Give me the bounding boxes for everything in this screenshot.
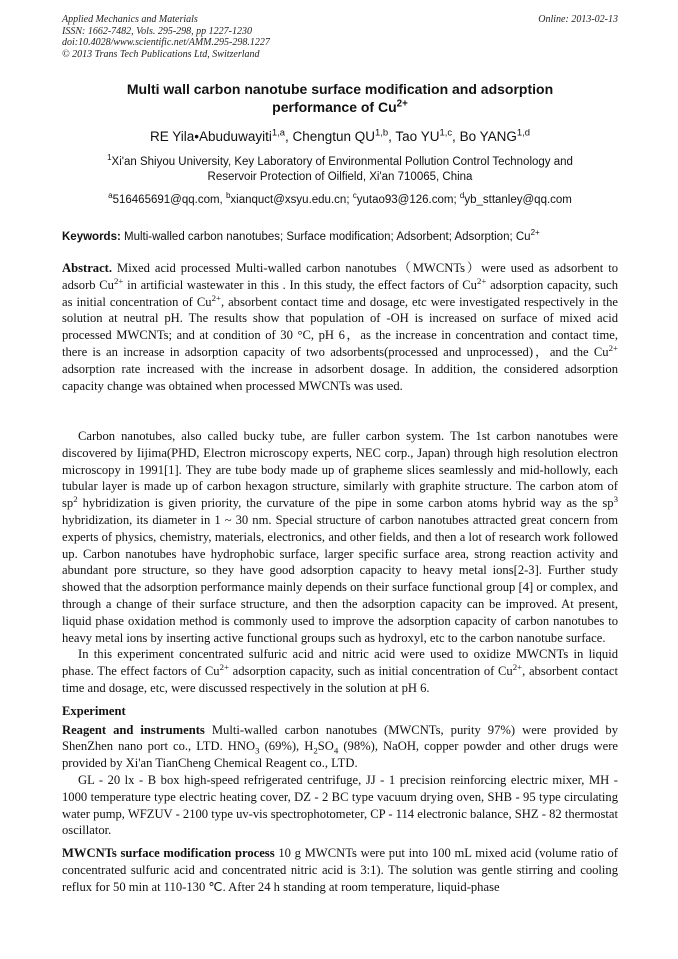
abstract: Abstract. Mixed acid processed Multi-walled carbon nanotubes（MWCNTs）were used as adsorbent to adsorb $Cu^{2+}$ in artificial wastewater in this . In this study, the effect factors of $Cu^{2+}$ adsorption capacity, such as initial concentration of $Cu^{2+}$, absorbent contact time and dosage, etc were investigated respectively in the solution at neutral pH. The results show that population of -OH is increased on surface of mixed acid processed MWCNTs; and at condition of 30 °C, pH 6，as the increase in concentration and contact time, there is an increase in adsorption capacity of two adsorbents(processed and unprocessed)，and the $Cu^{2+}$ adsorption rate increased with the increase in adsorbent dosage. In addition, the considered adsorption capacity change was obtained when processed MWCNTs was used. xyxy=(62,261,619,393)
journal-header xyxy=(62,14,618,60)
email-b[interactable]: $^b$xianquct@xsyu.edu.cn xyxy=(225,191,347,206)
keywords: Keywords: Multi-walled carbon nanotubes; Surface modification; Adsorbent; Adsorption; $Cu^{2+}$ xyxy=(62,228,540,243)
copyright-line: © 2013 Trans Tech Publications Ltd, Switzerland xyxy=(62,48,260,60)
author-1: RE Yila•Abuduwayiti$^{1,a}$ xyxy=(150,127,285,144)
email-a[interactable]: $^a$516465691@qq.com xyxy=(108,191,220,206)
modification-paragraph: MWCNTs surface modification process 10 g MWCNTs were put into 100 mL mixed acid (volume ratio of concentrated sulfuric acid and concentrated nitric acid is 3:1). The solution was gentle stirring and cooling reflux for 50 min at 110-130 ℃. After 24 h standing at room temperature, liquid-phase xyxy=(62,846,619,894)
keywords-text: Multi-walled carbon nanotubes; Surface modification; Adsorbent; Adsorption; Cu xyxy=(124,231,531,243)
body-text xyxy=(62,428,618,896)
experiment-overview-paragraph: In this experiment concentrated sulfuric acid and nitric acid were used to oxidize MWCNTs in liquid phase. The effect factors of $Cu^{2+}$ adsorption capacity, such as initial concentration of $Cu^{2+}$, absorbent contact time and dosage, etc, were discussed respectively in the solution at pH 6. xyxy=(62,647,618,695)
intro-paragraph: Carbon nanotubes, also called bucky tube, are fuller carbon system. The 1st carbon nanotubes were discovered by Iijima(PHD, Electron microscopy experts, NEC corp., Japan) through high resolution electron microscopy in 1991[1]. They are tube body made up of grapheme slices seamlessly and mid-hollowly, each tubular layer is made up of carbon hexagon structure, similarly with graphite structure. The carbon atom of $sp^2$ hybridization is given priority, the curvature of the pipe in some carbon atoms hybrid way as the $sp^3$ hybridization, its diameter in 1 ~ 30 nm. Special structure of carbon nanotubes attracted great concern from experts of physics, chemistry, materials, electronics, and other fields, and then a lot of research work followed up. Carbon nanotubes have hydrophobic surface, larger specific surface area, strong reaction activity and abundant pore structure, so they have good adsorption capacity to heavy metal ions[2-3]. Further study showed that the adsorption performance mainly depends on their surface functional group [4] or complex, and through a change of their surface structure, and then the adsorption capacity can be improved. At present, liquid phase oxidation method is commonly used to improve the adsorption capacity of carbon nanotubes to heavy metal ions by inserting active functional groups such as hydroxyl, etc to the carbon nanotube surface. xyxy=(62,429,618,645)
author-list: RE Yila•Abuduwayiti$^{1,a}$, Chengtun QU$^{1,b}$, Tao YU$^{1,c}$, Bo YANG$^{1,d}$ xyxy=(150,127,530,144)
journal-name: Applied Mechanics and Materials xyxy=(62,14,198,25)
author-4: Bo YANG$^{1,d}$ xyxy=(459,127,530,144)
doi-line: doi:10.4028/www.scientific.net/AMM.295-298.1227 xyxy=(62,37,270,48)
title-line-2: performance of $Cu^{2+}$ xyxy=(272,98,408,115)
paper-title xyxy=(62,80,618,116)
issn-line: ISSN: 1662-7482, Vols. 295-298, pp 1227-1230 xyxy=(62,25,252,37)
author-2: Chengtun QU$^{1,b}$ xyxy=(292,127,389,144)
abstract-label: Abstract. xyxy=(62,261,113,275)
reagent-paragraph: Reagent and instruments Multi-walled carbon nanotubes (MWCNTs, purity 97%) were provided by ShenZhen nano port co., LTD. $HNO_3$ (69%), $H_2SO_4$ (98%), NaOH, copper powder and other drugs were provided by Xi'an TianCheng Chemical Reagent co., LTD. xyxy=(62,722,619,771)
title-line-1: Multi wall carbon nanotube surface modification and adsorption xyxy=(126,81,554,97)
email-list: $^a$516465691@qq.com, $^b$xianquct@xsyu.edu.cn; $^c$yutao93@126.com; $^d$yb_sttanley@qq.com xyxy=(108,191,572,206)
online-date: Online: 2013-02-13 xyxy=(538,14,618,25)
author-3: Tao YU$^{1,c}$ xyxy=(395,127,453,144)
email-d[interactable]: $^d$yb_sttanley@qq.com xyxy=(459,191,572,206)
instruments-paragraph: GL - 20 lx - B box high-speed refrigerated centrifuge, JJ - 1 precision reinforcing electric mixer, MH - 1000 temperature type electric heating cover, DZ - 2 BC type vacuum drying oven, SHB - 95 type circulating water pump, WFZUV - 2100 type uv-vis spectrophotometer, CP - 114 electronic balance, SHZ - 82 thermostat oscillator. xyxy=(62,772,618,838)
section-heading-experiment: Experiment xyxy=(62,703,126,718)
affiliation: $^1$Xi'an Shiyou University, Key Laboratory of Environmental Pollution Control Technology and Reservoir Protection of Oilfield, Xi'an 710065, China xyxy=(107,153,573,183)
keywords-label: Keywords: xyxy=(62,231,121,243)
email-c[interactable]: $^c$yutao93@126.com xyxy=(352,191,454,206)
